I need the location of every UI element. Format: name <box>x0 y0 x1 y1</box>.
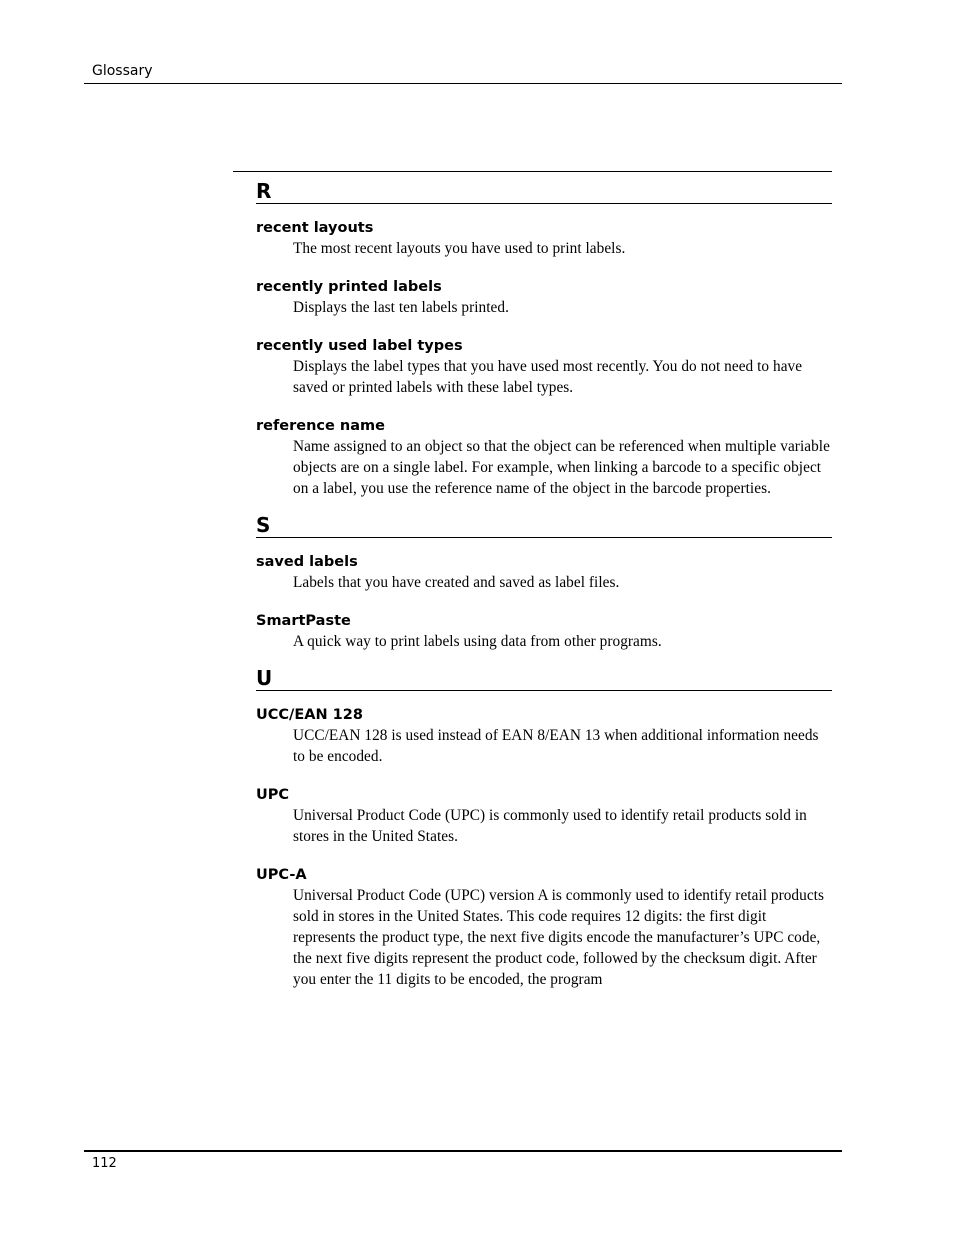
glossary-entry <box>256 705 832 767</box>
section-letter: U <box>256 665 832 691</box>
glossary-entry <box>256 416 832 499</box>
glossary-entry <box>256 218 832 259</box>
glossary-definition: Universal Product Code (UPC) version A is commonly used to identify retail products sold in stores in the United States. This code requires 12 digits: the first digit represents the product type, the next five digits encode the manufacturer’s UPC code, the next five digits represent the product code, followed by the checksum digit. After you enter the 11 digits to be encoded, the program <box>293 887 824 988</box>
glossary-definition: A quick way to print labels using data from other programs. <box>293 633 662 650</box>
glossary-term: UPC-A <box>256 867 307 883</box>
glossary-definition: Universal Product Code (UPC) is commonly used to identify retail products sold in stores in the United States. <box>293 807 807 845</box>
glossary-term: UPC <box>256 787 290 803</box>
glossary-term: recently printed labels <box>256 279 442 295</box>
glossary-term: recently used label types <box>256 338 463 354</box>
header-title: Glossary <box>92 63 153 79</box>
section-s <box>256 512 832 652</box>
section-letter: R <box>256 178 832 204</box>
section-u <box>256 665 832 990</box>
glossary-definition: Name assigned to an object so that the object can be referenced when multiple variable objects are on a single label. For example, when linking a barcode to a specific object on a label, you use the reference name of the object in the barcode properties. <box>293 438 830 497</box>
page-number: 112 <box>92 1156 117 1171</box>
page-footer-rule <box>84 1150 842 1152</box>
glossary-content <box>256 178 832 990</box>
glossary-term: SmartPaste <box>256 613 351 629</box>
glossary-term: reference name <box>256 418 385 434</box>
section-r <box>256 178 832 499</box>
top-rule <box>233 171 832 172</box>
glossary-definition: Labels that you have created and saved as label files. <box>293 574 620 591</box>
glossary-entry <box>256 785 832 847</box>
glossary-definition: The most recent layouts you have used to print labels. <box>293 240 626 257</box>
glossary-term: saved labels <box>256 554 358 570</box>
glossary-term: UCC/EAN 128 <box>256 707 363 723</box>
glossary-entry <box>256 277 832 318</box>
glossary-entry <box>256 552 832 593</box>
glossary-entry <box>256 336 832 398</box>
page-header <box>84 62 842 84</box>
section-letter: S <box>256 512 832 538</box>
glossary-entry <box>256 865 832 990</box>
glossary-definition: Displays the label types that you have used most recently. You do not need to have saved or printed labels with these label types. <box>293 358 803 396</box>
glossary-term: recent layouts <box>256 220 374 236</box>
glossary-definition: UCC/EAN 128 is used instead of EAN 8/EAN 13 when additional information needs to be encoded. <box>293 727 819 765</box>
glossary-definition: Displays the last ten labels printed. <box>293 299 509 316</box>
glossary-entry <box>256 611 832 652</box>
